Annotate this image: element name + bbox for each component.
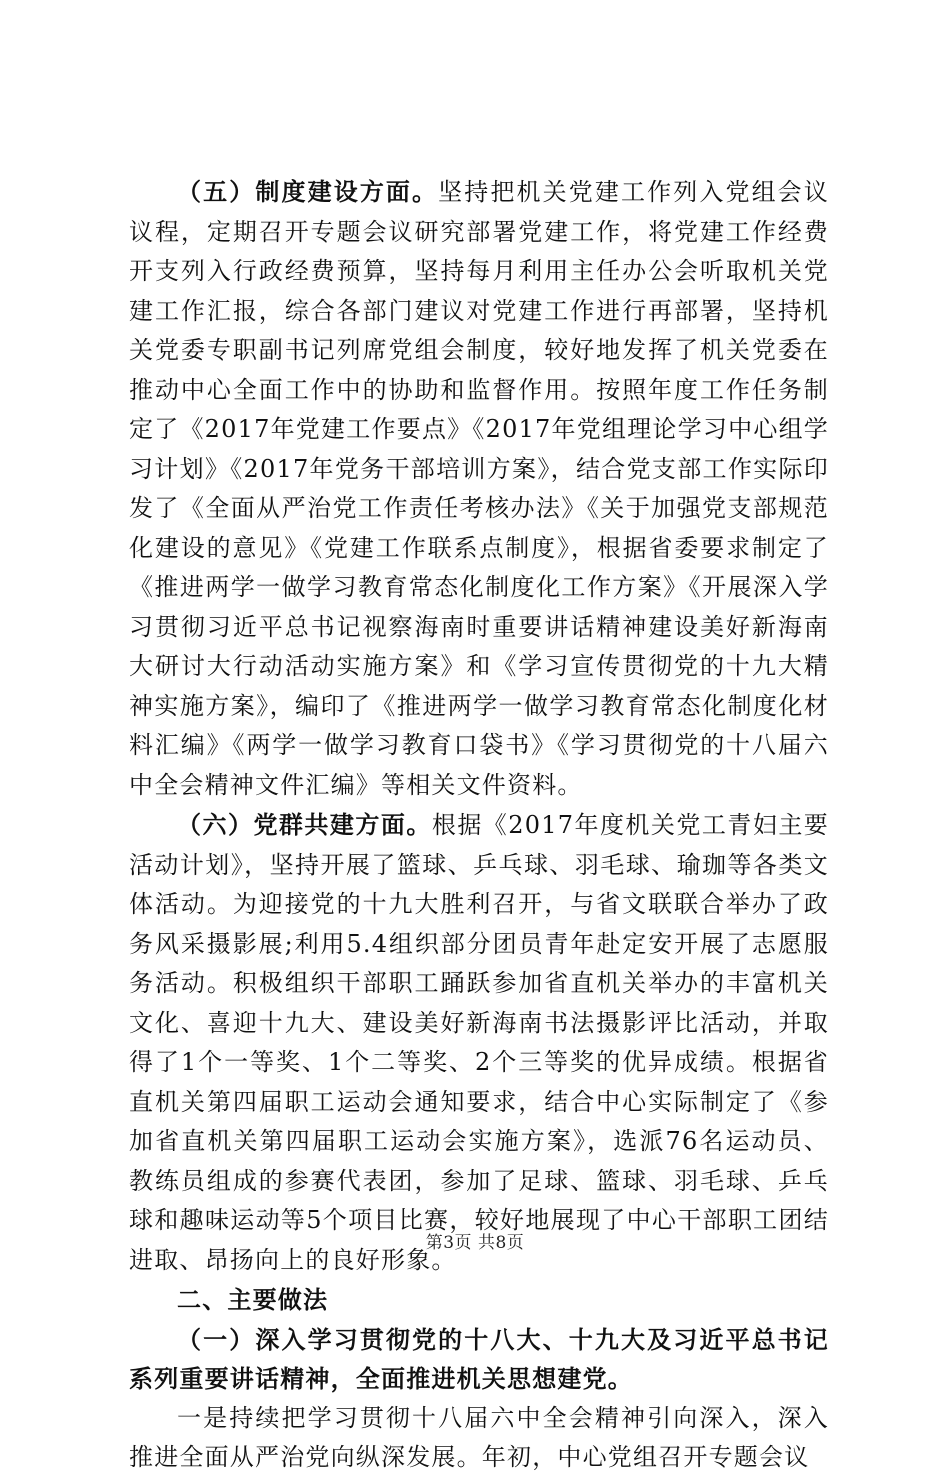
document-body — [129, 172, 829, 1478]
paragraph-text: 坚持把机关党建工作列入党组会议议程，定期召开专题会议研究部署党建工作，将党建工作经费开支列入行政经费预算，坚持每月利用主任办公会听取机关党建工作汇报，综合各部门建议对党建工作进行再部署，坚持机关党委专职副书记列席党组会制度，较好地发挥了机关党委在推动中心全面工作中的协助和监督作用。按照年度工作任务制定了《2017年党建工作要点》《2017年党组理论学习中心组学习计划》《2017年党务干部培训方案》，结合党支部工作实际印发了《全面从严治党工作责任考核办法》《关于加强党支部规范化建设的意见》《党建工作联系点制度》，根据省委要求制定了《推进两学一做学习教育常态化制度化工作方案》《开展深入学习贯彻习近平总书记视察海南时重要讲话精神建设美好新海南大研讨大行动活动实施方案》和《学习宣传贯彻党的十九大精神实施方案》，编印了《推进两学一做学习教育常态化制度化材料汇编》《两学一做学习教育口袋书》《学习贯彻党的十八届六中全会精神文件汇编》等相关文件资料。 — [129, 178, 830, 799]
section-title: 二、主要做法 — [177, 1285, 329, 1314]
paragraph-institution-building — [129, 172, 829, 805]
page-number-footer: 第3页 共8页 — [425, 1233, 525, 1253]
paragraph-study-implementation: 一是持续把学习贯彻十八届六中全会精神引向深入，深入推进全面从严治党向纵深发展。年初，中心党组召开专题会议 — [129, 1403, 829, 1471]
paragraph-text: 根据《2017年度机关党工青妇主要活动计划》，坚持开展了篮球、乒乓球、羽毛球、瑜珈等各类文体活动。为迎接党的十九大胜利召开，与省文联联合举办了政务风采摄影展;利用5.4组织部分团员青年赴定安开展了志愿服务活动。积极组织干部职工踊跃参加省直机关举办的丰富机关文化、喜迎十九大、建设美好新海南书法摄影评比活动，并取得了1个一等奖、1个二等奖、2个三等奖的优异成绩。根据省直机关第四届职工运动会通知要求，结合中心实际制定了《参加省直机关第四届职工运动会实施方案》，选派76名运动员、教练员组成的参赛代表团，参加了足球、篮球、羽毛球、乒乓球和趣味运动等5个项目比赛，较好地展现了中心干部职工团结进取、昂扬向上的良好形象。 — [129, 811, 830, 1274]
paragraph-party-mass-building — [129, 805, 829, 1280]
paragraph-heading: （五）制度建设方面。 — [177, 177, 439, 206]
paragraph-heading: （六）党群共建方面。 — [177, 810, 432, 839]
subsection-title: （一）深入学习贯彻党的十八大、十九大及习近平总书记系列重要讲话精神，全面推进机关思想建党。 — [129, 1324, 829, 1393]
